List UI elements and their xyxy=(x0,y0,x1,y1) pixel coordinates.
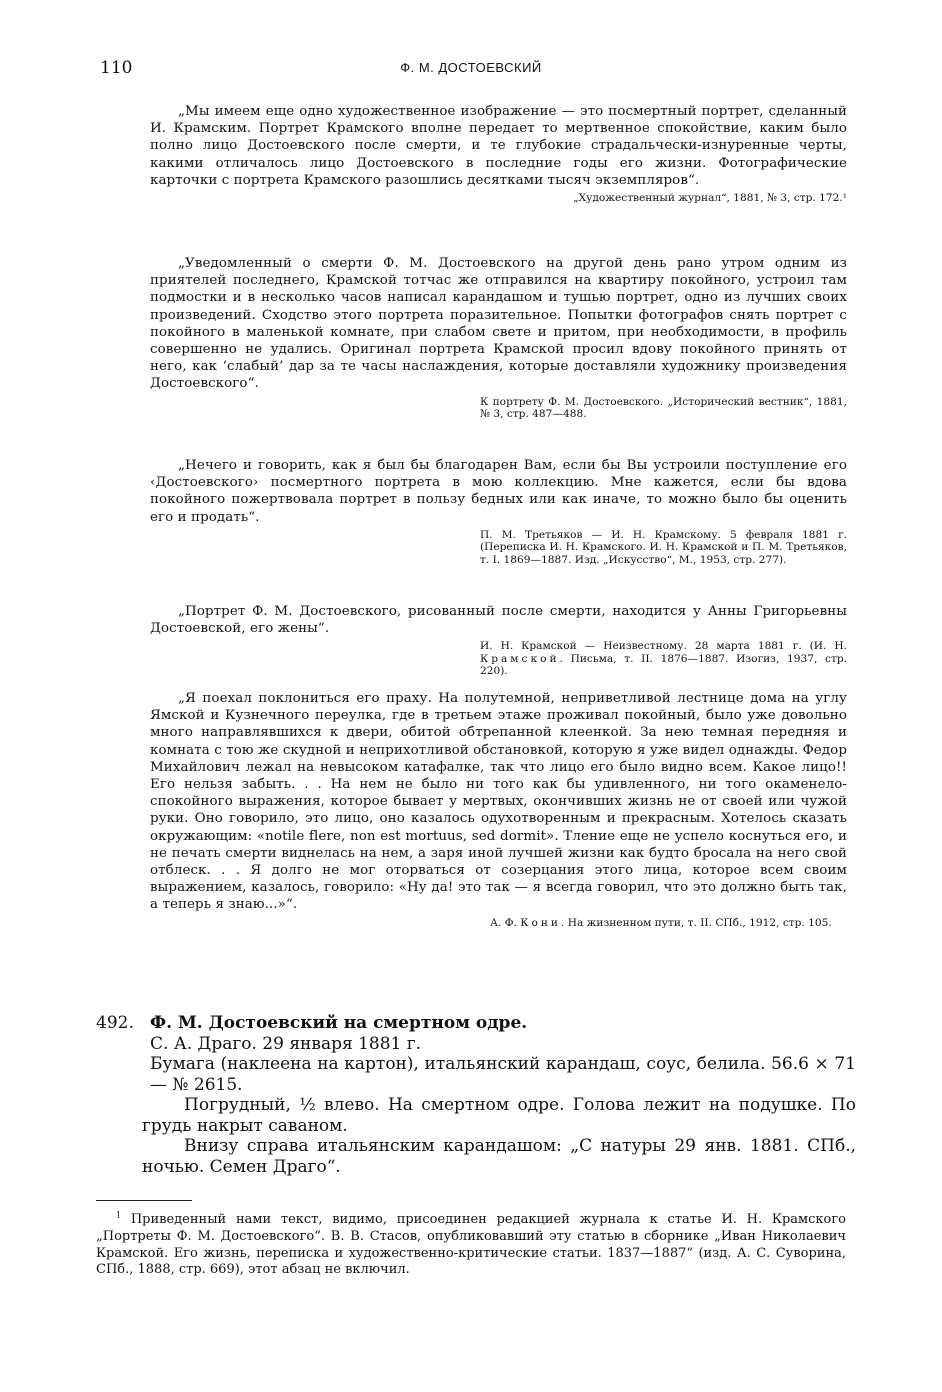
catalog-title: Ф. М. Достоевский на смертном одре. xyxy=(150,1013,528,1033)
quote-block xyxy=(150,255,847,421)
quote-source: „Художественный журнал“, 1881, № 3, стр. 172.¹ xyxy=(573,192,847,205)
catalog-description: Погрудный, ½ влево. На смертном одре. Голова лежит на подушке. По грудь накрыт саваном. xyxy=(142,1095,856,1136)
footnote xyxy=(96,1212,846,1279)
running-head: Ф. М. ДОСТОЕВСКИЙ xyxy=(400,60,542,75)
quote-source: К портрету Ф. М. Достоевского. „Исторический вестник“, 1881, № 3, стр. 487—488. xyxy=(480,395,847,421)
page-header xyxy=(100,58,842,80)
quote-source: И. Н. Крамской — Неизвестному. 28 марта 1881 г. (И. Н. Крамской. Письма, т. II. 1876—1887. Изогиз, 1937, стр. 220). xyxy=(480,640,847,678)
catalog-entry xyxy=(96,1013,856,1177)
quote-block xyxy=(150,457,847,566)
footnote-text: Приведенный нами текст, видимо, присоединен редакцией журнала к статье И. Н. Крамского „Портреты Ф. М. Достоевского“. В. В. Стасов, опубликовавший эту статью в сборнике „Иван Николаевич Крамской. Его жизнь, переписка и художественно-критические статьи. 1837—1887“ (изд. А. С. Суворина, СПб., 1888, стр. 669), этот абзац не включил. xyxy=(96,1212,847,1278)
quote-text: „Я поехал поклониться его праху. На полутемной, неприветливой лестнице дома на углу Ямской и Кузнечного переулка, где в третьем этаже проживал покойный, было уже довольно много направлявшихся к двери, обитой обтрепанной клеенкой. За нею темная передняя и комната с тою же скудной и неприхотливой обстановкой, которую я уже видел однажды. Федор Михайлович лежал на невысоком катафалке, так что лицо его было видно всем. Какое лицо!! Его нельзя забыть. . . На нем не было ни того как бы удивленного, ни того окаменело-спокойного выражения, которое бывает у мертвых, окончивших жизнь не от своей или чужой руки. Оно говорило, это лицо, оно казалось одухотворенным и прекрасным. Хотелось сказать окружающим: «notile flere, non est mortuus, sed dormit». Тление еще не успело коснуться его, и не печать смерти виднелась на нем, а заря иной лучшей жизни как будто бросала на него свой отблеск. . . Я долго не мог оторваться от созерцания этого лица, которое всем своим выражением, казалось, говорило: «Ну да! это так — я всегда говорил, что это должно быть так, а теперь я знаю...»“. xyxy=(150,691,847,913)
quote-text: „Мы имеем еще одно художественное изображение — это посмертный портрет, сделанный И. Крамским. Портрет Крамского вполне передает то мертвенное спокойствие, каким было полно лицо Достоевского после смерти, и те глубокие страдальчески-изнуренные черты, какими отличалось лицо Достоевского в последние годы его жизни. Фотографические карточки с портрета Крамского разошлись десятками тысяч экземпляров“. xyxy=(150,104,847,188)
quote-block xyxy=(150,690,847,929)
catalog-materials: Бумага (наклеена на картон), итальянский карандаш, соус, белила. 56.6 × 71 — № 2615. xyxy=(150,1054,856,1095)
catalog-heading xyxy=(96,1013,856,1034)
quote-text: „Портрет Ф. М. Достоевского, рисованный после смерти, находится у Анны Григорьевны Достоевской, его жены“. xyxy=(150,604,847,637)
quote-source: П. М. Третьяков — И. Н. Крамскому. 5 февраля 1881 г. (Переписка И. Н. Крамского. И. Н. Крамской и П. М. Третьяков, т. I. 1869—1887. Изд. „Искусство“, М., 1953, стр. 277). xyxy=(480,528,847,566)
quote-block xyxy=(150,603,847,678)
catalog-inscription: Внизу справа итальянским карандашом: „С натуры 29 янв. 1881. СПб., ночью. Семен Драго“. xyxy=(142,1136,856,1177)
page-number: 110 xyxy=(100,58,133,78)
footnote-marker: 1 xyxy=(116,1210,122,1220)
footnote-divider xyxy=(96,1200,192,1201)
catalog-number: 492. xyxy=(96,1013,134,1033)
catalog-author: С. А. Драго. 29 января 1881 г. xyxy=(150,1033,422,1054)
quote-text: „Нечего и говорить, как я был бы благодарен Вам, если бы Вы устроили поступление его ‹Достоевского› посмертного портрета в мою коллекцию. Мне кажется, если бы вдова покойного пожертвовала портрет в пользу бедных или как иначе, то можно было бы оценить его и продать“. xyxy=(150,458,847,525)
quote-source: А. Ф. Кони. На жизненном пути, т. II. СПб., 1912, стр. 105. xyxy=(490,916,832,929)
quote-block xyxy=(150,103,847,205)
quote-text: „Уведомленный о смерти Ф. М. Достоевского на другой день рано утром одним из приятелей последнего, Крамской тотчас же отправился на квартиру покойного, устроил там подмостки и в несколько часов написал карандашом и тушью портрет, одно из лучших своих произведений. Сходство этого портрета поразительное. Попытки фотографов снять портрет с покойного в маленькой комнате, при слабом свете и притом, при необходимости, в профиль совершенно не удались. Оригинал портрета Крамской просил вдову покойного принять от него, как ‘слабый’ дар за те часы наслаждения, которые доставляли художнику произведения Достоевского“. xyxy=(150,256,847,392)
